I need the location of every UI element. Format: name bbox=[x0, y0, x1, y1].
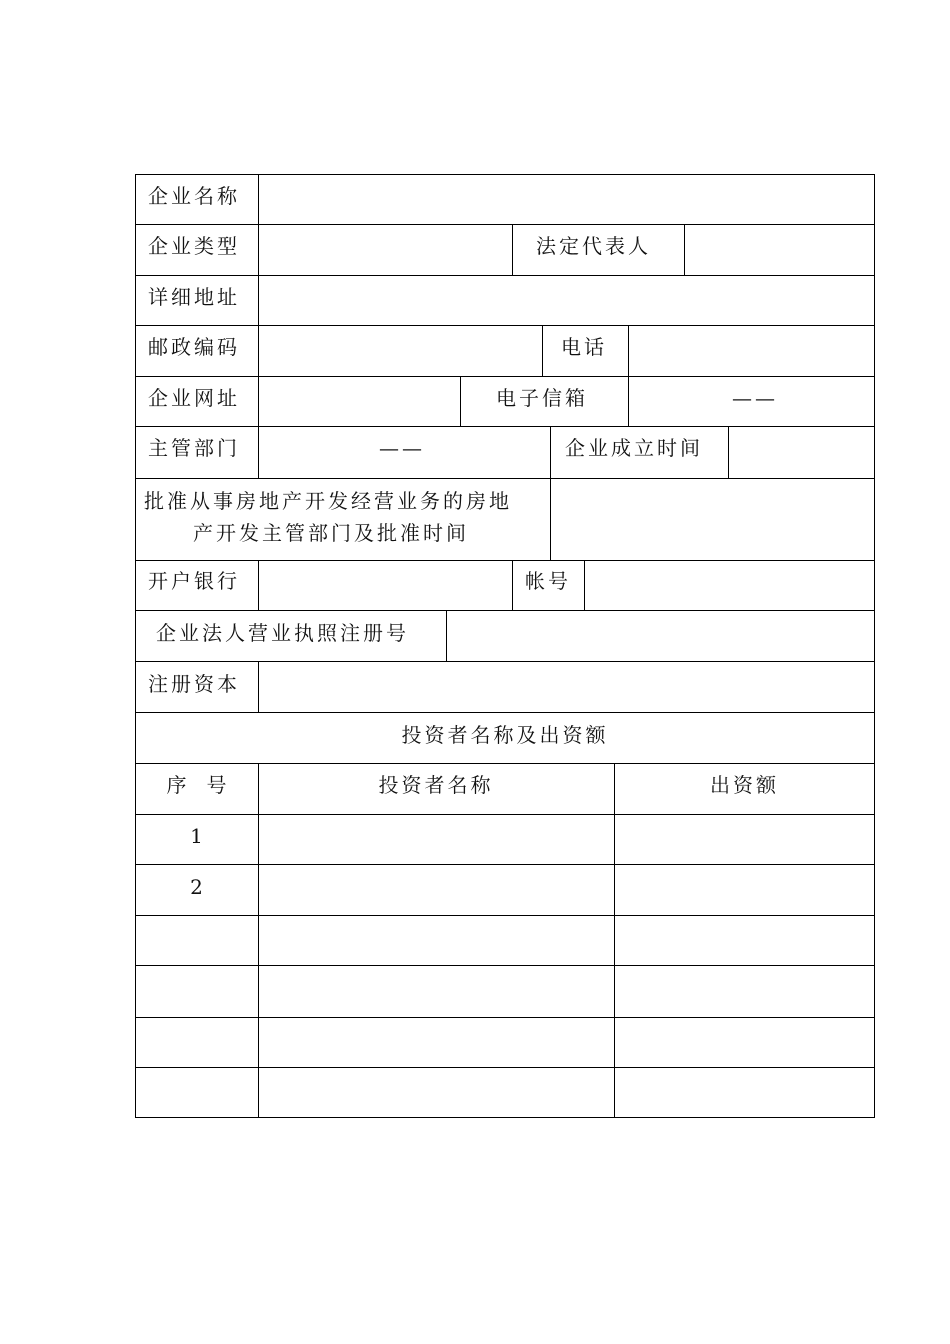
department-label: 主管部门 bbox=[148, 436, 240, 460]
row-divider bbox=[135, 560, 875, 561]
col-divider bbox=[460, 376, 461, 426]
phone-label: 电话 bbox=[561, 335, 607, 359]
row-divider bbox=[135, 275, 875, 276]
approval-label-line1: 批准从事房地产开发经营业务的房地 bbox=[144, 489, 512, 513]
row-divider bbox=[135, 325, 875, 326]
col-divider bbox=[258, 174, 259, 478]
row-divider bbox=[135, 478, 875, 479]
col-divider bbox=[258, 560, 259, 611]
email-label: 电子信箱 bbox=[496, 386, 588, 410]
col-divider bbox=[512, 224, 513, 275]
postcode-label: 邮政编码 bbox=[148, 335, 240, 359]
table-border-top bbox=[135, 174, 875, 175]
row-divider bbox=[135, 426, 875, 427]
row-divider bbox=[135, 661, 875, 662]
column-header-amount: 出资额 bbox=[710, 773, 779, 797]
col-divider bbox=[258, 661, 259, 712]
row-divider bbox=[135, 712, 875, 713]
registration-form bbox=[135, 174, 875, 1118]
department-value: —— bbox=[379, 436, 425, 460]
col-divider bbox=[584, 560, 585, 611]
account-label: 帐号 bbox=[525, 569, 571, 593]
email-value: —— bbox=[732, 386, 778, 410]
row-divider bbox=[135, 610, 875, 611]
founded-date-label: 企业成立时间 bbox=[565, 436, 703, 460]
column-header-index: 序 号 bbox=[166, 773, 227, 797]
approval-label-line2: 产开发主管部门及批准时间 bbox=[193, 521, 469, 545]
license-number-label: 企业法人营业执照注册号 bbox=[156, 621, 409, 645]
company-type-label: 企业类型 bbox=[148, 234, 240, 258]
bank-label: 开户银行 bbox=[148, 569, 240, 593]
website-label: 企业网址 bbox=[148, 386, 240, 410]
company-name-label: 企业名称 bbox=[148, 184, 240, 208]
row-divider bbox=[135, 376, 875, 377]
col-divider bbox=[446, 610, 447, 661]
row-divider bbox=[135, 763, 875, 764]
address-label: 详细地址 bbox=[148, 285, 240, 309]
row-divider bbox=[135, 224, 875, 225]
col-divider bbox=[684, 224, 685, 275]
legal-representative-label: 法定代表人 bbox=[536, 234, 651, 258]
col-divider bbox=[258, 763, 259, 1118]
table-border-bottom bbox=[135, 1117, 875, 1118]
row-divider bbox=[135, 1017, 875, 1018]
col-divider bbox=[550, 426, 551, 560]
row-divider bbox=[135, 915, 875, 916]
registered-capital-label: 注册资本 bbox=[148, 672, 240, 696]
row-divider bbox=[135, 864, 875, 865]
col-divider bbox=[628, 325, 629, 426]
investors-section-title: 投资者名称及出资额 bbox=[401, 723, 609, 747]
col-divider bbox=[614, 763, 615, 1118]
col-divider bbox=[728, 426, 729, 478]
row-divider bbox=[135, 1067, 875, 1068]
col-divider bbox=[542, 325, 543, 376]
row-divider bbox=[135, 814, 875, 815]
row-divider bbox=[135, 965, 875, 966]
table-row-index: 2 bbox=[190, 875, 203, 899]
table-border-left bbox=[135, 174, 136, 1118]
table-border-right bbox=[874, 174, 875, 1118]
table-row-index: 1 bbox=[190, 824, 203, 848]
col-divider bbox=[512, 560, 513, 611]
column-header-investor-name: 投资者名称 bbox=[378, 773, 494, 797]
